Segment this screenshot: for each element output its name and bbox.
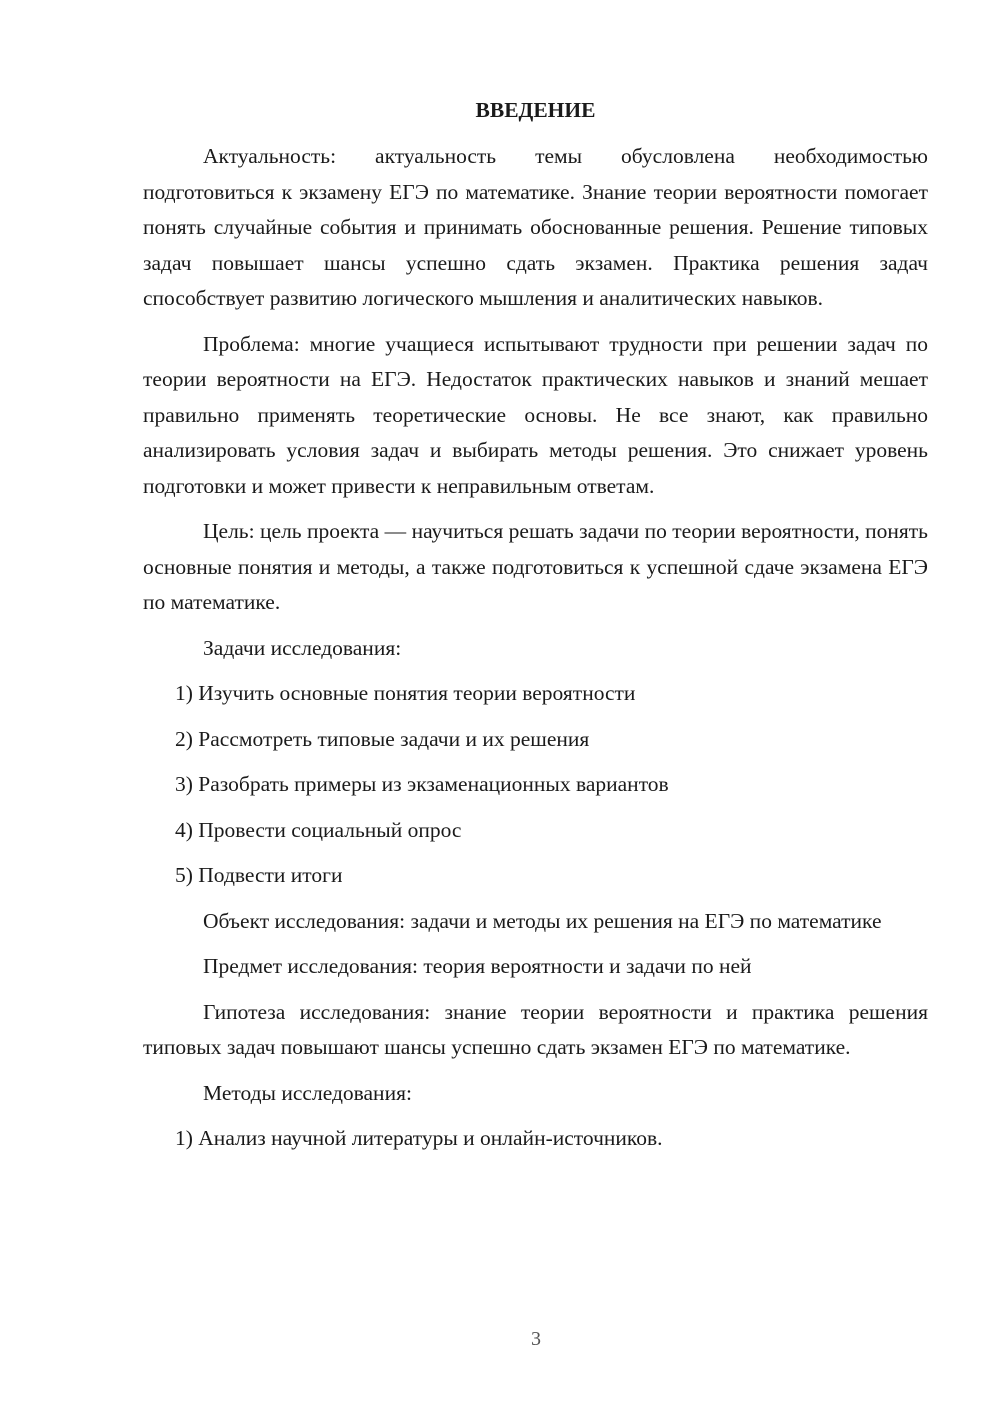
page-title: ВВЕДЕНИЕ xyxy=(475,98,596,122)
task-item-5: 5) Подвести итоги xyxy=(175,863,343,887)
problem-paragraph: Проблема: многие учащиеся испытывают трудности при решении задач по теории вероятности на ЕГЭ. Недостаток практических навыков и знаний мешает правильно применять теоретические основы. Не все знают, как правильно анализировать условия задач и выбирать методы решения. Это снижает уровень подготовки и может привести к неправильным ответам. xyxy=(143,331,928,498)
relevance-paragraph: Актуальность: актуальность темы обусловлена необходимостью подготовиться к экзамену ЕГЭ по математике. Знание теории вероятности помогает понять случайные события и принимать обоснованные решения. Решение типовых задач повышает шансы успешно сдать экзамен. Практика решения задач способствует развитию логического мышления и аналитических навыков. xyxy=(143,144,928,310)
method-item-1: 1) Анализ научной литературы и онлайн-источников. xyxy=(175,1126,663,1150)
object-paragraph: Объект исследования: задачи и методы их решения на ЕГЭ по математике xyxy=(203,908,882,933)
goal-paragraph: Цель: цель проекта — научиться решать задачи по теории вероятности, понять основные понятия и методы, а также подготовиться к успешной сдаче экзамена ЕГЭ по математике. xyxy=(143,519,928,614)
subject-paragraph: Предмет исследования: теория вероятности и задачи по ней xyxy=(203,954,752,978)
hypothesis-paragraph: Гипотеза исследования: знание теории вероятности и практика решения типовых задач повышают шансы успешно сдать экзамен ЕГЭ по математике. xyxy=(143,999,928,1059)
methods-heading: Методы исследования: xyxy=(203,1080,412,1105)
task-item-4: 4) Провести социальный опрос xyxy=(175,817,462,842)
tasks-heading: Задачи исследования: xyxy=(203,635,402,660)
task-item-2: 2) Рассмотреть типовые задачи и их решения xyxy=(175,726,590,751)
page-number: 3 xyxy=(531,1328,541,1350)
tasks-list xyxy=(143,676,928,894)
page-content xyxy=(143,95,928,1167)
task-item-1: 1) Изучить основные понятия теории вероятности xyxy=(175,681,636,705)
task-item-3: 3) Разобрать примеры из экзаменационных вариантов xyxy=(175,772,669,796)
methods-list xyxy=(143,1121,928,1157)
